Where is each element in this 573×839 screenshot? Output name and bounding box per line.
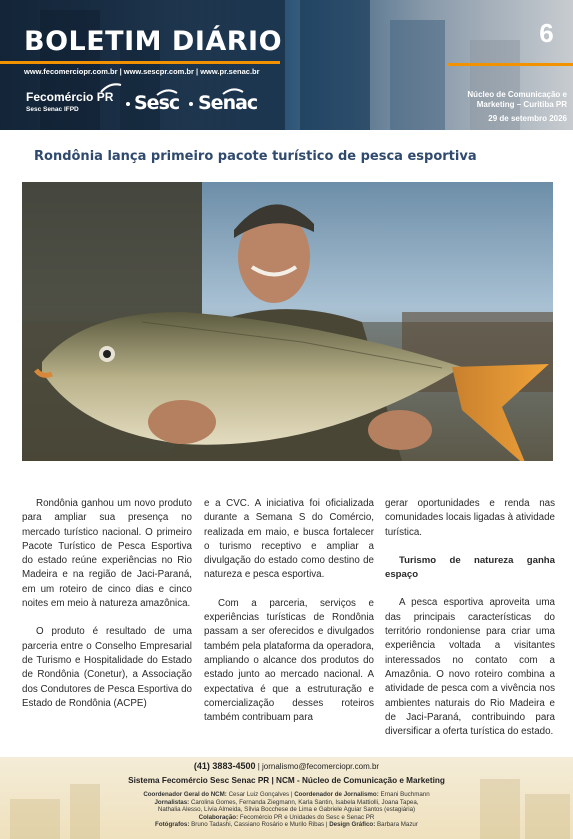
credits-line-coordinators xyxy=(0,791,573,799)
credit-separator: | xyxy=(290,791,295,798)
credit-separator: | xyxy=(325,821,330,829)
credits-line-photo-design xyxy=(0,821,573,829)
credit-label: Fotógrafos: xyxy=(155,821,190,829)
credit-label: Coordenador de Jornalismo: xyxy=(294,791,379,798)
fisherman-with-fish-image xyxy=(22,182,553,461)
article-subheading: Turismo de natureza ganha espaço xyxy=(385,554,555,581)
article-paragraph: gerar oportunidades e renda nas comunidades locais ligadas à atividade turística. xyxy=(385,498,555,538)
bulletin-title: BOLETIM DIÁRIO xyxy=(24,26,283,57)
article-paragraph: e a CVC. A iniciativa foi oficializada durante a Semana S do Comércio, realizada em maio, e busca fortalecer o turismo receptivo e ampliar a divulgação do estado como destino de natureza e pesca esportiva. xyxy=(204,498,374,581)
article-headline: Rondônia lança primeiro pacote turístico de pesca esportiva xyxy=(34,149,477,164)
senac-swoosh-icon xyxy=(222,87,244,95)
separator-dot xyxy=(189,102,193,106)
website-links[interactable]: www.fecomerciopr.com.br | www.sescpr.com.br | www.pr.senac.br xyxy=(24,67,260,76)
department-line-2: Marketing – Curitiba PR xyxy=(476,100,567,109)
credit-value: Barbara Mazur xyxy=(377,821,418,829)
credit-label: Jornalistas: xyxy=(154,798,190,806)
footer-contact xyxy=(0,761,573,771)
article-paragraph: Com a parceria, serviços e experiências turísticas de Rondônia passam a ser oferecidos e divulgados também pela plataforma da operadora, ampliando o alcance dos produtos do estado junto ao mercado nacional. A expectativa é que a estruturação e comercialização desses roteiros também contribuam para xyxy=(204,597,374,724)
fecomercio-logo-text: Fecomércio PR xyxy=(26,90,114,104)
department-line-1: Núcleo de Comunicação e xyxy=(467,90,567,99)
footer-credits xyxy=(0,791,573,829)
credits-line-collaboration xyxy=(0,814,573,822)
article-paragraph: Rondônia ganhou um novo produto para ampliar sua presença no mercado turístico nacional. O primeiro Pacote Turístico de Pesca Esportiva do estado reúne experiências no Rio Madeira e na região de Jaci-Paraná, em um roteiro de cinco dias e cinco noites em meio à natureza amazônica. xyxy=(22,498,192,610)
article-column-3 xyxy=(385,497,555,753)
department-info xyxy=(417,90,567,110)
article-column-2 xyxy=(204,497,374,739)
fecomercio-logo[interactable] xyxy=(26,82,126,120)
sesc-swoosh-icon xyxy=(156,88,178,96)
article-paragraph: O produto é resultado de uma parceria entre o Conselho Empresarial de Turismo e Hospitalidade do Estado de Rondônia (Conetur), a Associação dos Condutores de Pesca Esportiva do Estado de Rondônia (ACPE) xyxy=(22,626,192,709)
credit-label: Design Gráfico: xyxy=(329,821,376,829)
fecomercio-logo-subtext: Sesc Senac IFPD xyxy=(26,106,79,113)
building-silhouette xyxy=(390,20,445,130)
issue-number: 6 xyxy=(539,18,554,48)
credit-value: Ernani Buchmann xyxy=(380,791,430,798)
masthead xyxy=(0,0,573,130)
credit-label: Coordenador Geral do NCM: xyxy=(143,791,227,798)
issue-box xyxy=(520,18,573,66)
title-underline xyxy=(0,61,280,64)
credit-value: Fecomércio PR e Unidades do Sesc e Senac PR xyxy=(239,813,375,821)
footer-system-line: Sistema Fecomércio Sesc Senac PR | NCM - Núcleo de Comunicação e Marketing xyxy=(128,776,445,785)
issue-underline xyxy=(448,63,573,66)
credits-line-journalists-cont: Nathalia Alesso, Lívia Almeida, Sílvia Bocchese de Lima e Gabriele Aguiar Santos (estagiária) xyxy=(157,806,416,814)
footer-email[interactable]: jornalismo@fecomerciopr.com.br xyxy=(262,762,380,771)
credit-value: Bruno Tadashi, Cassiano Rosário e Murilo Ribas xyxy=(191,821,325,829)
article-photo xyxy=(22,182,553,461)
article-column-1 xyxy=(22,497,192,725)
footer-separator: | xyxy=(257,762,263,771)
sesc-logo[interactable]: Sesc xyxy=(134,92,180,114)
credit-label: Colaboração: xyxy=(198,813,239,821)
building-silhouette xyxy=(300,0,370,130)
credits-line-journalists xyxy=(0,799,573,807)
fecomercio-swoosh-icon xyxy=(100,82,122,94)
issue-date: 29 de setembro 2026 xyxy=(488,114,567,123)
senac-logo[interactable]: Senac xyxy=(198,92,258,114)
footer xyxy=(0,757,573,839)
credit-value: Carolina Gomes, Fernanda Ziegmann, Karla Santin, Isabela Mattiolli, Joana Tapea, xyxy=(190,798,419,806)
separator-dot xyxy=(126,102,130,106)
credit-value: Cesar Luiz Gonçalves xyxy=(228,791,290,798)
article-paragraph: A pesca esportiva aproveita uma das principais características do território rondoniense para criar uma experiência voltada a visitantes interessados no contato com a Amazônia. O novo roteiro combina a atividade de pesca com a vivência nos ambientes naturais do Rio Madeira e de Jaci-Paraná, contribuindo para diversificar a oferta turística do estado. xyxy=(385,597,555,738)
footer-phone[interactable]: (41) 3883-4500 xyxy=(193,761,256,771)
